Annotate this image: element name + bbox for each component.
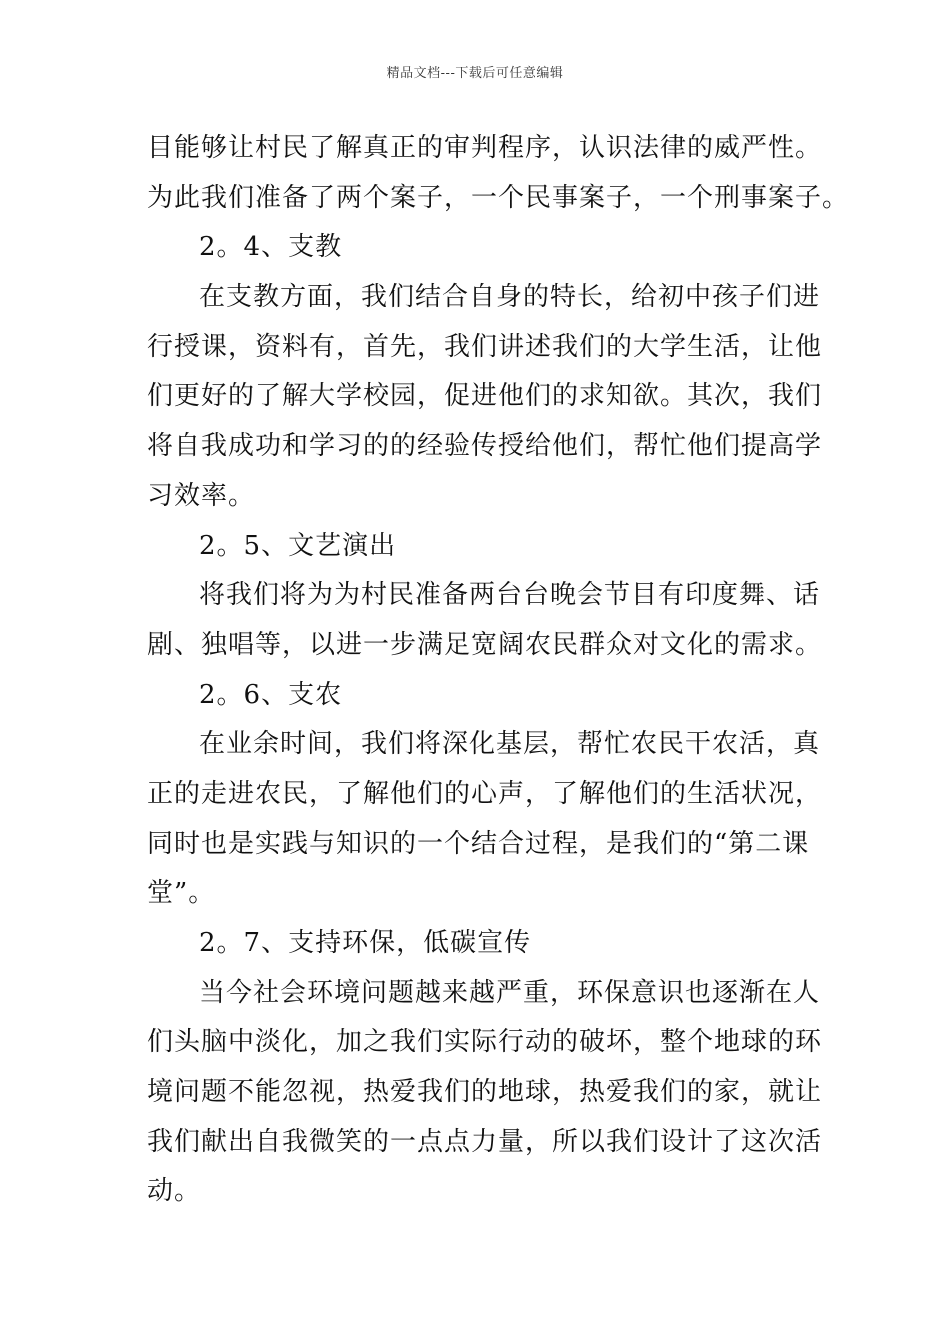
text-line: 为此我们准备了两个案子，一个民事案子，一个刑事案子。 bbox=[147, 182, 850, 213]
text-line: 将我们将为为村民准备两台台晚会节目有印度舞、话 bbox=[199, 580, 821, 611]
text-line: 2。4、支教 bbox=[199, 232, 343, 263]
text-line: 正的走进农民，了解他们的心声，了解他们的生活状况， bbox=[147, 778, 823, 809]
text-line: 目能够让村民了解真正的审判程序，认识法律的威严性。 bbox=[147, 133, 823, 163]
text-line: 在业余时间，我们将深化基层，帮忙农民干农活，真 bbox=[199, 729, 821, 760]
text-line: 在支教方面，我们结合自身的特长，给初中孩子们进 bbox=[199, 282, 821, 313]
text-line: 当今社会环境问题越来越严重，环保意识也逐渐在人 bbox=[199, 977, 821, 1008]
text-line: 2。7、支持环保，低碳宣传 bbox=[199, 928, 532, 958]
text-line: 剧、独唱等，以进一步满足宽阔农民群众对文化的需求。 bbox=[147, 629, 823, 660]
text-line: 们头脑中淡化，加之我们实际行动的破坏，整个地球的环 bbox=[147, 1027, 823, 1058]
text-line: 习效率。 bbox=[147, 480, 256, 511]
text-line: 将自我成功和学习的的经验传授给他们，帮忙他们提高学 bbox=[147, 431, 823, 462]
text-line: 2。5、文艺演出 bbox=[199, 530, 397, 561]
text-line: 2。6、支农 bbox=[199, 679, 343, 710]
text-line: 动。 bbox=[147, 1176, 202, 1207]
text-line: 境问题不能忽视，热爱我们的地球，热爱我们的家，就让 bbox=[147, 1077, 823, 1108]
text-line: 们更好的了解大学校园，促进他们的求知欲。其次，我们 bbox=[147, 381, 823, 412]
text-line: 行授课，资料有，首先，我们讲述我们的大学生活，让他 bbox=[147, 331, 823, 362]
text-line: 我们献出自我微笑的一点点力量，所以我们设计了这次活 bbox=[147, 1126, 823, 1157]
text-line: 同时也是实践与知识的一个结合过程，是我们的“第二课 bbox=[147, 828, 810, 859]
document-body bbox=[147, 124, 850, 1217]
text-line: 堂”。 bbox=[147, 878, 216, 909]
page-header: 精品文档---下载后可任意编辑 bbox=[386, 66, 564, 81]
